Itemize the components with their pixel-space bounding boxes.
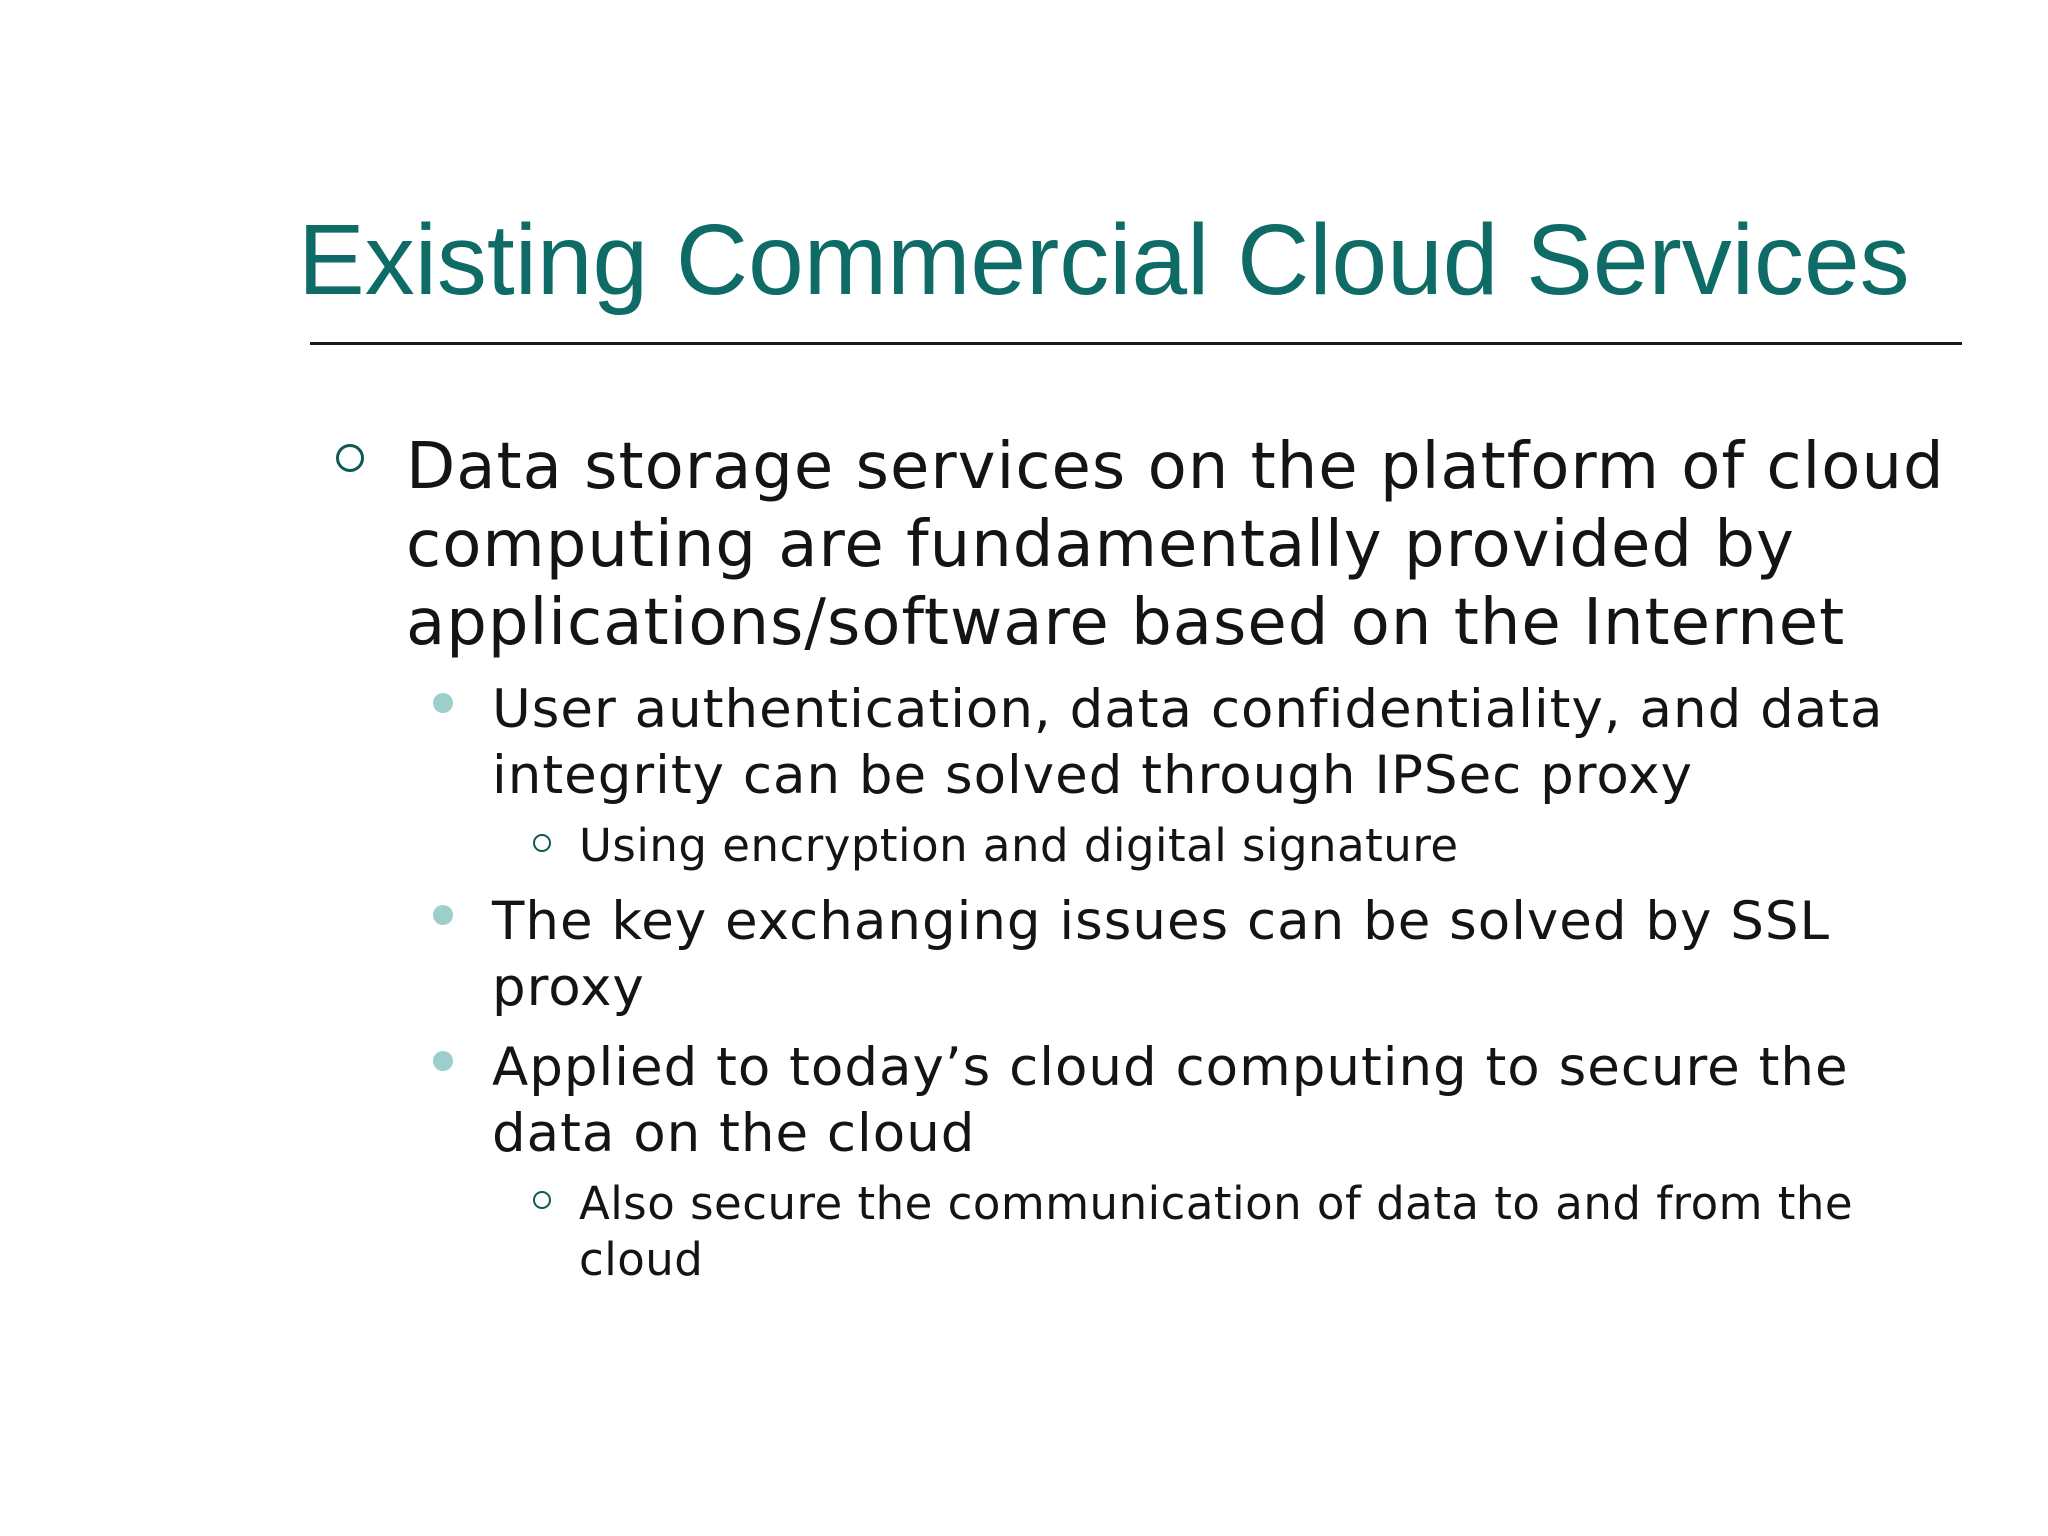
bullet-text-line: Also secure the communication of data to and from the xyxy=(579,1177,1854,1230)
filled-dot-bullet-icon xyxy=(433,905,453,925)
bullet-text-line: The key exchanging issues can be solved by SSL xyxy=(492,891,1831,952)
bullet-item-level1 xyxy=(406,428,1945,662)
bullet-item-level3 xyxy=(579,818,1459,874)
bullet-text-line: proxy xyxy=(492,957,645,1018)
bullet-text-line: Data storage services on the platform of cloud xyxy=(406,430,1945,504)
bullet-text-line: Applied to today’s cloud computing to secure the xyxy=(492,1037,1849,1098)
hollow-circle-bullet-icon xyxy=(533,834,551,852)
filled-dot-bullet-icon xyxy=(433,1051,453,1071)
hollow-circle-bullet-icon xyxy=(533,1191,551,1209)
bullet-text-line: integrity can be solved through IPSec proxy xyxy=(492,745,1693,806)
bullet-text-line: cloud xyxy=(579,1233,704,1286)
bullet-item-level2 xyxy=(492,1035,1849,1167)
bullet-text-line: applications/software based on the Internet xyxy=(406,586,1846,660)
filled-dot-bullet-icon xyxy=(433,693,453,713)
bullet-text-line: Using encryption and digital signature xyxy=(579,819,1459,872)
bullet-item-level2 xyxy=(492,889,1830,1021)
hollow-circle-bullet-icon xyxy=(336,444,364,472)
slide-title: Existing Commercial Cloud Services xyxy=(298,204,1910,316)
bullet-text-line: data on the cloud xyxy=(492,1103,976,1164)
bullet-text-line: User authentication, data confidentiality, and data xyxy=(492,679,1884,740)
bullet-text-line: computing are fundamentally provided by xyxy=(406,508,1795,582)
bullet-item-level2 xyxy=(492,677,1883,809)
bullet-item-level3 xyxy=(579,1176,1853,1288)
title-divider xyxy=(310,342,1962,345)
